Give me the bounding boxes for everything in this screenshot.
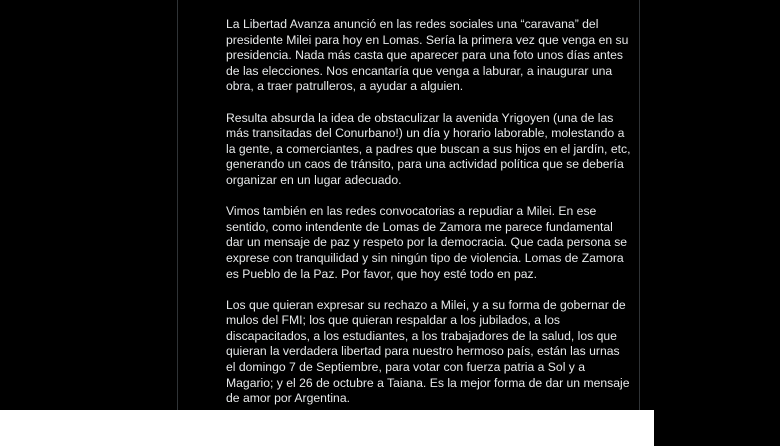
post-text <box>226 17 631 422</box>
bottom-overlay-bar <box>0 410 654 446</box>
post-paragraph-2: Resulta absurda la idea de obstaculizar la avenida Yrigoyen (una de las más transitadas del Conurbano!) un día y horario laborable, molestando a la gente, a comerciantes, a padres que buscan a sus hijos en el jardín, etc, generando un caos de tránsito, para una actividad política que se debería organizar en un lugar adecuado. <box>226 110 631 187</box>
post-paragraph-4: Los que quieran expresar su rechazo a Milei, y a su forma de gobernar de mulos del FMI; los que quieran respaldar a los jubilados, a los discapacitados, a los estudiantes, a los trabajadores de la salud, los que quieran la verdadera libertad para nuestro hermoso país, están las urnas el domingo 7 de Septiembre, para votar con fuerza patria a Sol y a Magario; y el 26 de octubre a Taiana. Es la mejor forma de dar un mensaje de amor por Argentina. <box>226 297 630 406</box>
post-paragraph-1: La Libertad Avanza anunció en las redes sociales una “caravana” del presidente Milei para hoy en Lomas. Sería la primera vez que venga en su presidencia. Nada más casta que aparecer para una foto unos días antes de las elecciones. Nos encantaría que venga a laburar, a inaugurar una obra, a traer patrulleros, a ayudar a alguien. <box>226 17 629 94</box>
post-paragraph-3: Vimos también en las redes convocatorias a repudiar a Milei. En ese sentido, como intendente de Lomas de Zamora me parece fundamental dar un mensaje de paz y respeto por la democracia. Que cada persona se exprese con tranquilidad y sin ningún tipo de violencia. Lomas de Zamora es Pueblo de la Paz. Por favor, que hoy esté todo en paz. <box>226 204 628 281</box>
